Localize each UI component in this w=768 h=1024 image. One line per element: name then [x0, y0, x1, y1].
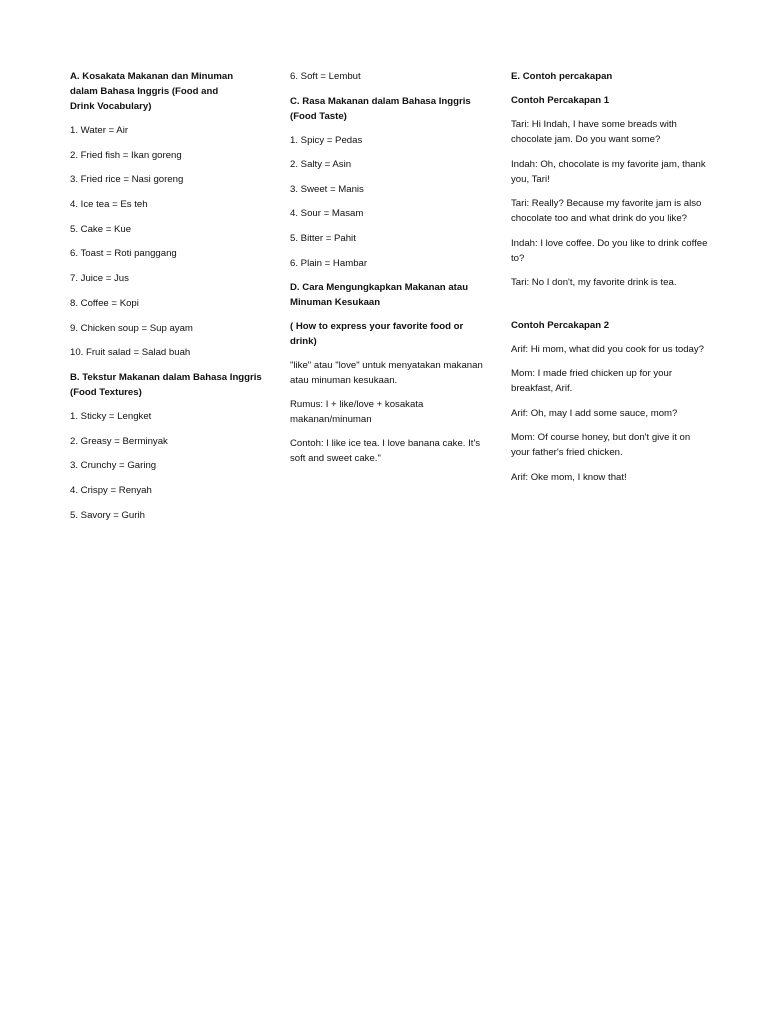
- formula-paragraph: Rumus: I + like/love + kosakata makanan/minuman: [290, 399, 424, 426]
- texture-item: 6. Soft = Lembut: [290, 71, 361, 82]
- section-b-heading: B. Tekstur Makanan dalam Bahasa Inggris (Food Textures): [70, 371, 262, 398]
- section-d-heading: D. Cara Mengungkapkan Makanan atau Minuman Kesukaan: [290, 282, 469, 309]
- taste-item: 1. Spicy = Pedas: [290, 134, 363, 146]
- vocab-item: 5. Cake = Kue: [70, 223, 132, 235]
- vocab-item: 10. Fruit salad = Salad buah: [70, 347, 191, 359]
- dialogue-line: Tari: Hi Indah, I have some breads with chocolate jam. Do you want some?: [511, 119, 677, 145]
- vocab-item: 1. Water = Air: [70, 125, 129, 136]
- dialogue-line: Arif: Oh, may I add some sauce, mom?: [511, 407, 678, 419]
- vocab-item: 7. Juice = Jus: [70, 273, 129, 285]
- vocab-item: 3. Fried rice = Nasi goreng: [70, 174, 184, 186]
- dialogue-line: Mom: Of course honey, but don't give it on your father's fried chicken.: [511, 432, 691, 458]
- dialogue-line: Tari: Really? Because my favorite jam is also chocolate too and what drink do you like?: [511, 198, 702, 224]
- taste-item: 3. Sweet = Manis: [290, 183, 364, 195]
- column-3: [511, 69, 711, 494]
- section-spacer: [511, 300, 711, 318]
- column-1: [70, 69, 270, 532]
- vocab-item: 2. Fried fish = Ikan goreng: [70, 149, 182, 161]
- taste-item: 2. Salty = Asin: [290, 159, 352, 171]
- section-e-heading: E. Contoh percakapan: [511, 71, 613, 82]
- vocab-item: 8. Coffee = Kopi: [70, 297, 139, 309]
- dialogue-line: Indah: Oh, chocolate is my favorite jam, thank you, Tari!: [511, 158, 706, 185]
- like-love-paragraph: "like" atau "love" untuk menyatakan makanan atau minuman kesukaan.: [290, 360, 483, 387]
- dialogue-line: Tari: No I don't, my favorite drink is tea.: [511, 277, 677, 288]
- dialogue-line: Indah: I love coffee. Do you like to drink coffee to?: [511, 237, 708, 264]
- texture-item: 4. Crispy = Renyah: [70, 484, 152, 496]
- texture-item: 1. Sticky = Lengket: [70, 410, 152, 422]
- texture-item: 2. Greasy = Berminyak: [70, 435, 168, 447]
- vocab-item: 6. Toast = Roti panggang: [70, 248, 177, 260]
- taste-item: 4. Sour = Masam: [290, 208, 364, 220]
- section-d-subheading: ( How to express your favorite food or drink): [290, 321, 464, 348]
- texture-item: 5. Savory = Gurih: [70, 509, 145, 521]
- section-c-heading: C. Rasa Makanan dalam Bahasa Inggris (Food Taste): [290, 95, 471, 122]
- vocab-item: 9. Chicken soup = Sup ayam: [70, 322, 193, 334]
- conversation-2-title: Contoh Percakapan 2: [511, 319, 610, 331]
- taste-item: 6. Plain = Hambar: [290, 257, 368, 269]
- dialogue-line: Arif: Hi mom, what did you cook for us today?: [511, 343, 705, 355]
- example-paragraph: Contoh: I like ice tea. I love banana cake. It's soft and sweet cake.": [290, 438, 481, 465]
- column-2: [290, 69, 490, 475]
- conversation-1-title: Contoh Percakapan 1: [511, 95, 610, 106]
- dialogue-line: Arif: Oke mom, I know that!: [511, 471, 627, 483]
- dialogue-line: Mom: I made fried chicken up for your breakfast, Arif.: [511, 368, 673, 394]
- texture-item: 3. Crunchy = Garing: [70, 460, 157, 472]
- taste-item: 5. Bitter = Pahit: [290, 232, 356, 244]
- section-a-heading: A. Kosakata Makanan dan Minuman dalam Bahasa Inggris (Food and Drink Vocabulary): [70, 71, 234, 112]
- vocab-item: 4. Ice tea = Es teh: [70, 199, 148, 211]
